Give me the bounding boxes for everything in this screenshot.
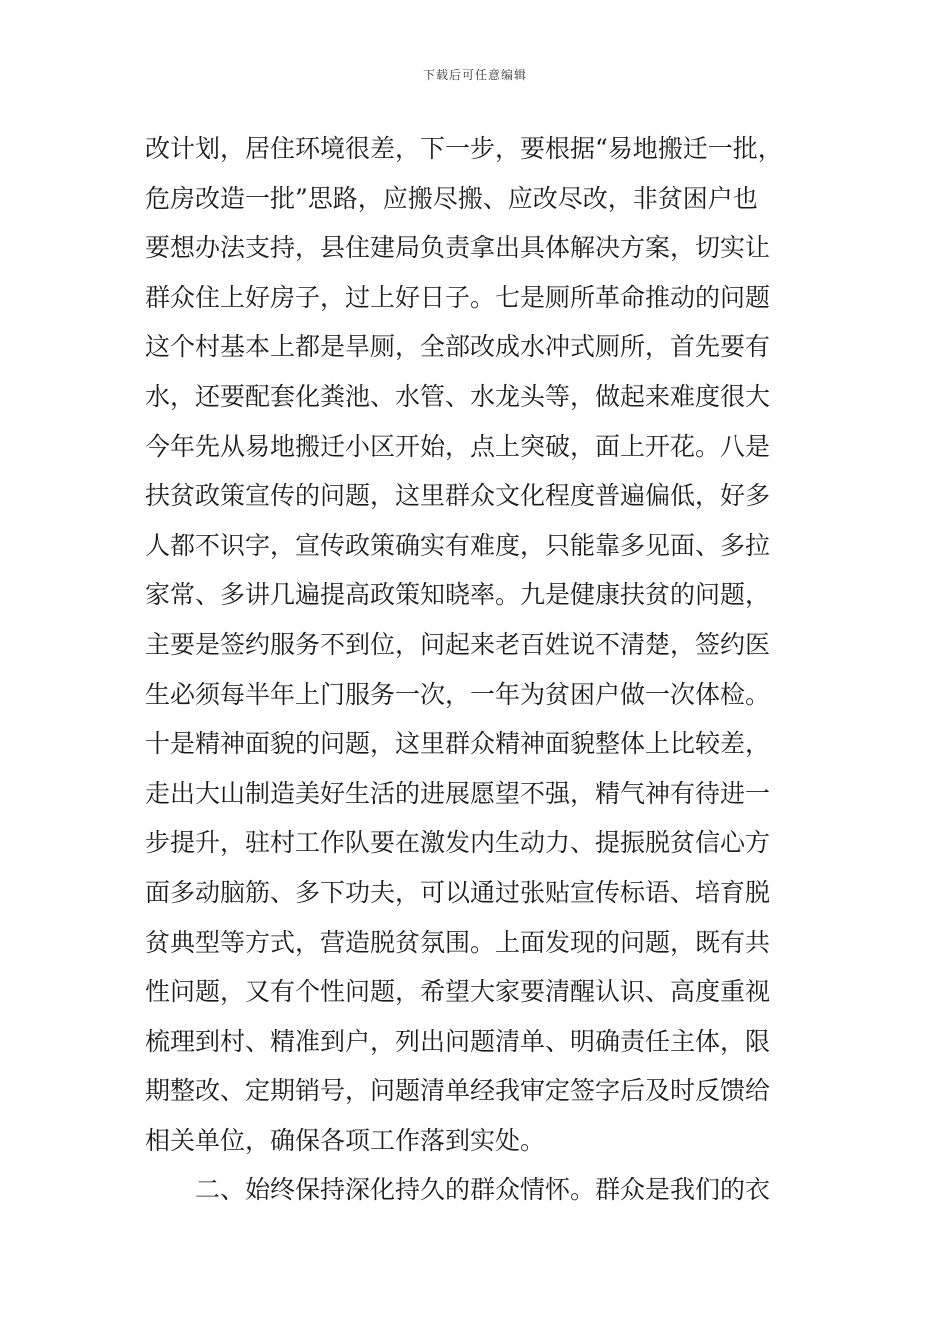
text-line: 期整改、定期销号，问题清单经我审定签字后及时反馈给 [145,1076,771,1106]
text-line: 性问题，又有个性问题，希望大家要清醒认识、高度重视 [145,977,771,1007]
text-line: 要想办法支持，县住建局负责拿出具体解决方案，切实让 [145,233,771,263]
text-line: 主要是签约服务不到位，问起来老百姓说不清楚，签约医 [145,629,771,659]
text-line: 梳理到村、精准到户，列出问题清单、明确责任主体，限 [145,1026,771,1056]
text-line: 扶贫政策宣传的问题，这里群众文化程度普遍偏低，好多 [145,481,771,511]
text-line: 贫典型等方式，营造脱贫氛围。上面发现的问题，既有共 [145,927,771,957]
text-line: 群众住上好房子，过上好日子。七是厕所革命推动的问题 [145,282,771,312]
text-line: 人都不识字，宣传政策确实有难度，只能靠多见面、多拉 [145,530,771,560]
text-line: 面多动脑筋、多下功夫，可以通过张贴宣传标语、培育脱 [145,877,771,907]
text-line: 危房改造一批”思路，应搬尽搬、应改尽改，非贫困户也 [145,183,758,213]
page-header: 下载后可任意编辑 [422,68,527,82]
text-line: 家常、多讲几遍提高政策知晓率。九是健康扶贫的问题， [145,580,771,610]
text-line: 改计划，居住环境很差，下一步，要根据“易地搬迁一批， [145,134,783,163]
text-line: 相关单位，确保各项工作落到实处。 [145,1125,546,1155]
text-line: 走出大山制造美好生活的进展愿望不强，精气神有待进一 [145,778,771,808]
body-text [145,124,811,1215]
text-line: 这个村基本上都是旱厕，全部改成水冲式厕所，首先要有 [145,332,771,362]
text-line: 十是精神面貌的问题，这里群众精神面貌整体上比较差， [145,729,771,759]
text-line: 步提升，驻村工作队要在激发内生动力、提振脱贫信心方 [145,828,771,858]
text-line: 今年先从易地搬迁小区开始，点上突破，面上开花。八是 [145,431,771,461]
text-line: 生必须每半年上门服务一次，一年为贫困户做一次体检。 [145,679,771,709]
text-line: 水，还要配套化粪池、水管、水龙头等，做起来难度很大 [145,381,771,411]
section-heading-line: 二、始终保持深化持久的群众情怀。群众是我们的衣 [195,1175,771,1205]
